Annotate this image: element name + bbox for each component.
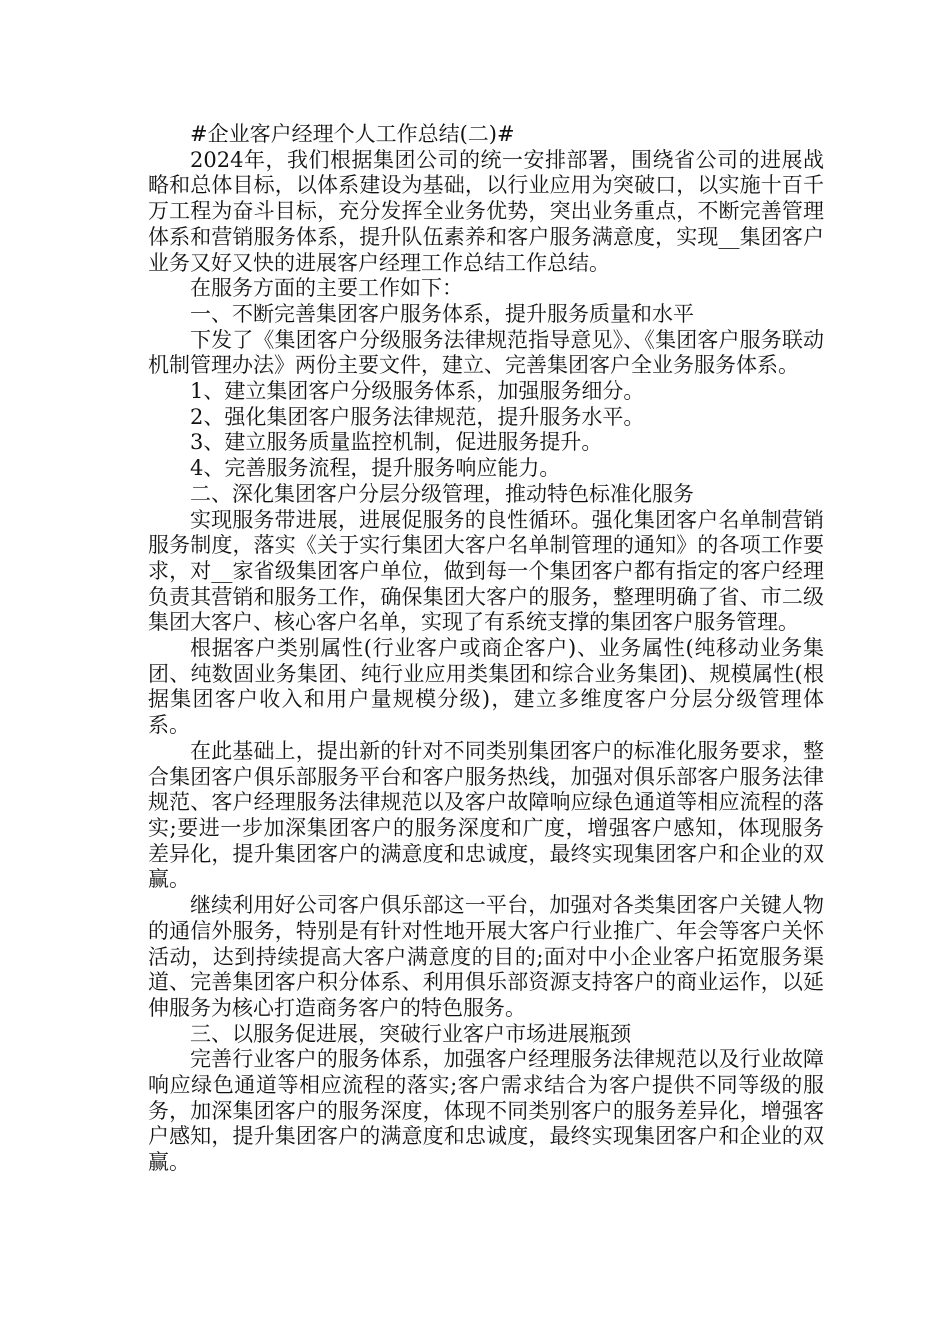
paragraph-club: 继续利用好公司客户俱乐部这一平台，加强对各类集团客户关键人物的通信外服务，特别是有针对性地开展大客户行业推广、年会等客户关怀活动，达到持续提高大客户满意度的目的;面对中小企业客户拓宽服务渠道、完善集团客户积分体系、利用俱乐部资源支持客户的商业运作，以延伸服务为核心打造商务客户的特色服务。: [148, 893, 824, 1020]
section-heading-2: 二、深化集团客户分层分级管理，推动特色标准化服务: [190, 481, 694, 506]
section-heading-1: 一、不断完善集团客户服务体系，提升服务质量和水平: [190, 301, 694, 326]
list-item-1: 1、建立集团客户分级服务体系，加强服务细分。: [190, 379, 645, 404]
paragraph-attributes: 根据客户类别属性(行业客户或商企客户)、业务属性(纯移动业务集团、纯数固业务集团、纯行业应用类集团和综合业务集团)、规模属性(根据集团客户收入和用户量规模分级)，建立多维度客户分层分级管理体系。: [148, 636, 824, 738]
section-heading-3: 三、以服务促进展，突破行业客户市场进展瓶颈: [190, 1021, 631, 1046]
list-item-3: 3、建立服务质量监控机制，促进服务提升。: [190, 430, 603, 455]
paragraph-industry: 完善行业客户的服务体系，加强客户经理服务法律规范以及行业故障响应绿色通道等相应流程的落实;客户需求结合为客户提供不同等级的服务，加深集团客户的服务深度，体现不同类别客户的服务差异化，增强客户感知，提升集团客户的满意度和忠诚度，最终实现集团客户和企业的双赢。: [148, 1047, 824, 1175]
paragraph-name-list: 实现服务带进展，进展促服务的良性循环。强化集团客户名单制营销服务制度，落实《关于实行集团大客户名单制管理的通知》的各项工作要求，对__家省级集团客户单位，做到每一个集团客户都有指定的客户经理负责其营销和服务工作，确保集团大客户的服务，整理明确了省、市二级集团大客户、核心客户名单，实现了有系统支撑的集团客户服务管理。: [148, 507, 824, 635]
paragraph-intro: 2024年，我们根据集团公司的统一安排部署，围绕省公司的进展战略和总体目标，以体系建设为基础，以行业应用为突破口，以实施十百千万工程为奋斗目标，充分发挥全业务优势，突出业务重点，不断完善管理体系和营销服务体系，提升队伍素养和客户服务满意度，实现__集团客户业务又好又快的进展客户经理工作总结工作总结。: [148, 147, 824, 275]
paragraph-standardization: 在此基础上，提出新的针对不同类别集团客户的标准化服务要求，整合集团客户俱乐部服务平台和客户服务热线，加强对俱乐部客户服务法律规范、客户经理服务法律规范以及客户故障响应绿色通道等相应流程的落实;要进一步加深集团客户的服务深度和广度，增强客户感知，体现服务差异化，提升集团客户的满意度和忠诚度，最终实现集团客户和企业的双赢。: [148, 738, 824, 892]
paragraph-documents: 下发了《集团客户分级服务法律规范指导意见》、《集团客户服务联动机制管理办法》两份主要文件，建立、完善集团客户全业务服务体系。: [148, 327, 824, 378]
paragraph-service-lead: 在服务方面的主要工作如下：: [190, 276, 463, 301]
list-item-2: 2、强化集团客户服务法律规范，提升服务水平。: [190, 404, 645, 429]
list-item-4: 4、完善服务流程，提升服务响应能力。: [190, 456, 561, 481]
document-page: [148, 122, 824, 1176]
document-title: #企业客户经理个人工作总结(二)#: [190, 122, 515, 146]
